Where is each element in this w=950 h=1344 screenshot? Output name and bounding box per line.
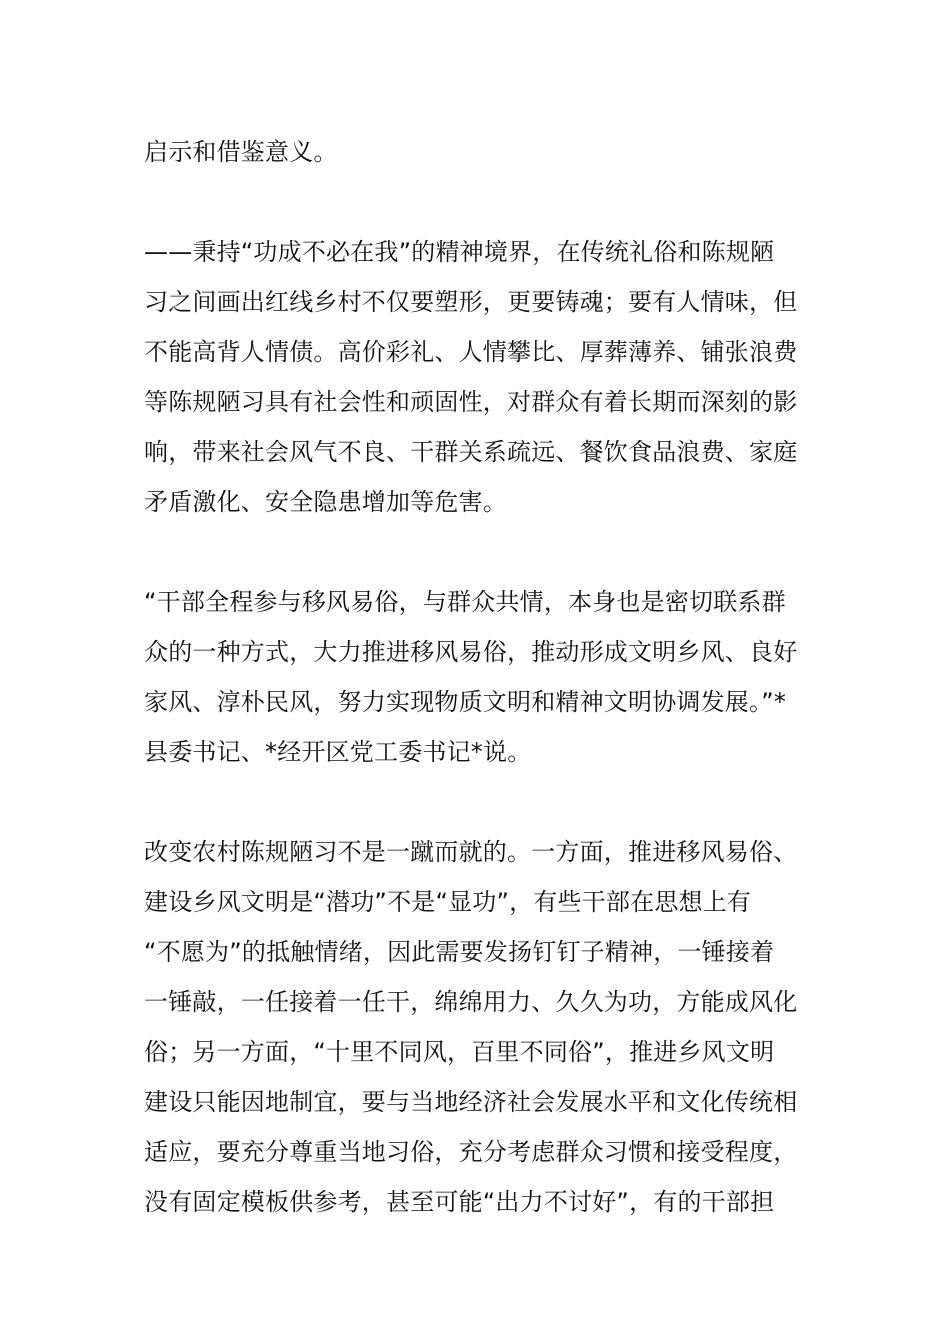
- paragraph-2-line-2: 习之间画出红线乡村不仅要塑形，更要铸魂；要有人情味，但: [144, 288, 798, 316]
- paragraph-4-line-1: 改变农村陈规陋习不是一蹴而就的。一方面，推进移风易俗、: [144, 838, 798, 866]
- paragraph-4-line-2: 建设乡风文明是“潜功”不是“显功”，有些干部在思想上有: [144, 888, 752, 916]
- paragraph-2-line-4: 等陈规陋习具有社会性和顽固性，对群众有着长期而深刻的影: [144, 388, 798, 416]
- paragraph-4-line-8: 没有固定模板供参考，甚至可能“出力不讨好”，有的干部担: [144, 1188, 775, 1216]
- paragraph-1-line-1: 启示和借鉴意义。: [144, 138, 338, 166]
- paragraph-4-line-7: 适应，要充分尊重当地习俗，充分考虑群众习惯和接受程度，: [144, 1138, 798, 1166]
- paragraph-2-line-1: ——秉持“功成不必在我”的精神境界，在传统礼俗和陈规陋: [144, 238, 775, 266]
- paragraph-2-line-5: 响，带来社会风气不良、干群关系疏远、餐饮食品浪费、家庭: [144, 438, 798, 466]
- paragraph-4-line-4: 一锤敲，一任接着一任干，绵绵用力、久久为功，方能成风化: [144, 988, 798, 1016]
- paragraph-3-line-4: 县委书记、*经开区党工委书记*说。: [144, 738, 532, 766]
- paragraph-3-line-1: “干部全程参与移风易俗，与群众共情，本身也是密切联系群: [144, 588, 786, 616]
- paragraph-4-line-5: 俗；另一方面，“十里不同风，百里不同俗”，推进乡风文明: [144, 1038, 775, 1066]
- paragraph-2-line-3: 不能高背人情债。高价彩礼、人情攀比、厚葬薄养、铺张浪费: [144, 338, 798, 366]
- paragraph-3-line-2: 众的一种方式，大力推进移风易俗，推动形成文明乡风、良好: [144, 638, 798, 666]
- paragraph-4-line-3: “不愿为”的抵触情绪，因此需要发扬钉钉子精神，一锤接着: [144, 938, 775, 966]
- paragraph-3-line-3: 家风、淳朴民风，努力实现物质文明和精神文明协调发展。”*: [144, 688, 787, 716]
- paragraph-4-line-6: 建设只能因地制宜，要与当地经济社会发展水平和文化传统相: [144, 1088, 798, 1116]
- paragraph-2-line-6: 矛盾激化、安全隐患增加等危害。: [144, 488, 507, 516]
